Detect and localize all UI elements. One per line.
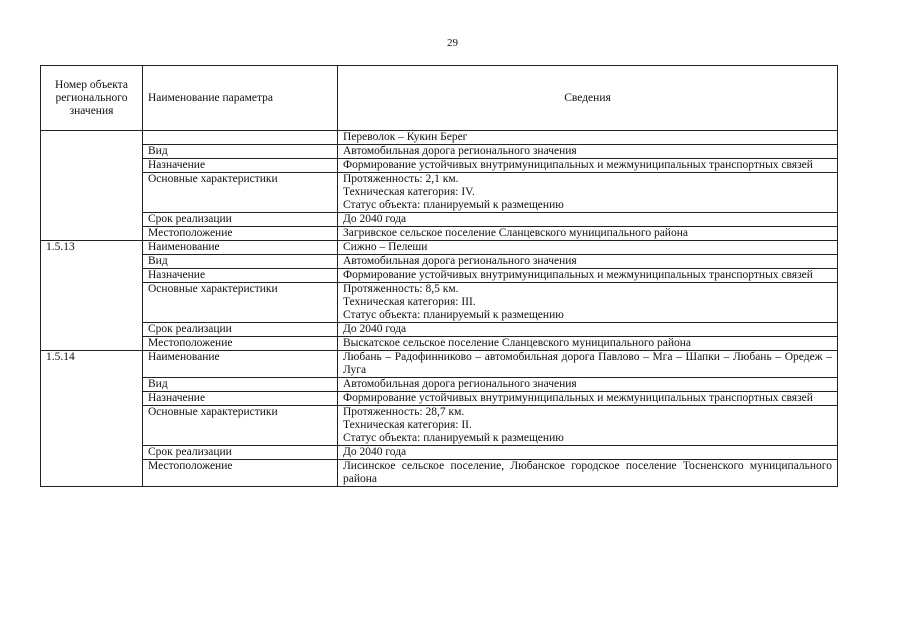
details-cell: До 2040 года [338, 213, 838, 227]
table-row [41, 392, 838, 406]
table-row [41, 283, 838, 323]
header-object-number: Номер объекта регионального значения [41, 66, 143, 131]
parameter-name-cell: Срок реализации [143, 323, 338, 337]
table-row [41, 159, 838, 173]
parameters-table [40, 65, 838, 487]
object-number-cell: 1.5.14 [41, 351, 143, 487]
table-row [41, 323, 838, 337]
parameter-name-cell: Наименование [143, 241, 338, 255]
table-row [41, 255, 838, 269]
details-cell: Автомобильная дорога регионального значения [338, 378, 838, 392]
table-header-row [41, 66, 838, 131]
details-cell: До 2040 года [338, 323, 838, 337]
parameter-name-cell: Срок реализации [143, 446, 338, 460]
header-parameter-name: Наименование параметра [143, 66, 338, 131]
parameter-name-cell: Основные характеристики [143, 283, 338, 323]
table-row [41, 446, 838, 460]
details-cell: До 2040 года [338, 446, 838, 460]
table-row [41, 406, 838, 446]
parameter-name-cell: Срок реализации [143, 213, 338, 227]
table-row [41, 460, 838, 487]
table-row [41, 351, 838, 378]
details-cell: Формирование устойчивых внутримуниципальных и межмуниципальных транспортных связей [338, 269, 838, 283]
table-row [41, 145, 838, 159]
table-row [41, 227, 838, 241]
table-row [41, 131, 838, 145]
table-row [41, 269, 838, 283]
details-cell: Автомобильная дорога регионального значения [338, 255, 838, 269]
parameter-name-cell: Вид [143, 255, 338, 269]
details-cell: Любань – Радофинниково – автомобильная дорога Павлово – Мга – Шапки – Любань – Оредеж – Луга [338, 351, 838, 378]
details-cell: Протяженность: 28,7 км. Техническая категория: II. Статус объекта: планируемый к размещению [338, 406, 838, 446]
parameter-name-cell: Местоположение [143, 460, 338, 487]
object-number-cell [41, 131, 143, 241]
parameter-name-cell: Вид [143, 145, 338, 159]
parameter-name-cell [143, 131, 338, 145]
header-details: Сведения [338, 66, 838, 131]
parameter-name-cell: Местоположение [143, 227, 338, 241]
details-cell: Протяженность: 8,5 км. Техническая категория: III. Статус объекта: планируемый к размещению [338, 283, 838, 323]
details-cell: Лисинское сельское поселение, Любанское городское поселение Тосненского муниципального района [338, 460, 838, 487]
parameter-name-cell: Назначение [143, 269, 338, 283]
parameter-name-cell: Назначение [143, 392, 338, 406]
parameter-name-cell: Основные характеристики [143, 406, 338, 446]
details-cell: Автомобильная дорога регионального значения [338, 145, 838, 159]
table-row [41, 213, 838, 227]
parameter-name-cell: Основные характеристики [143, 173, 338, 213]
details-cell: Сижно – Пелеши [338, 241, 838, 255]
parameter-name-cell: Вид [143, 378, 338, 392]
details-cell: Формирование устойчивых внутримуниципальных и межмуниципальных транспортных связей [338, 392, 838, 406]
details-cell: Протяженность: 2,1 км. Техническая категория: IV. Статус объекта: планируемый к размещению [338, 173, 838, 213]
table-row [41, 241, 838, 255]
details-cell: Переволок – Кукин Берег [338, 131, 838, 145]
parameter-name-cell: Наименование [143, 351, 338, 378]
table-row [41, 378, 838, 392]
page-number: 29 [447, 37, 458, 49]
table-row [41, 337, 838, 351]
parameter-name-cell: Назначение [143, 159, 338, 173]
details-cell: Загривское сельское поселение Сланцевского муниципального района [338, 227, 838, 241]
parameter-name-cell: Местоположение [143, 337, 338, 351]
details-cell: Выскатское сельское поселение Сланцевского муниципального района [338, 337, 838, 351]
details-cell: Формирование устойчивых внутримуниципальных и межмуниципальных транспортных связей [338, 159, 838, 173]
object-number-cell: 1.5.13 [41, 241, 143, 351]
table-row [41, 173, 838, 213]
